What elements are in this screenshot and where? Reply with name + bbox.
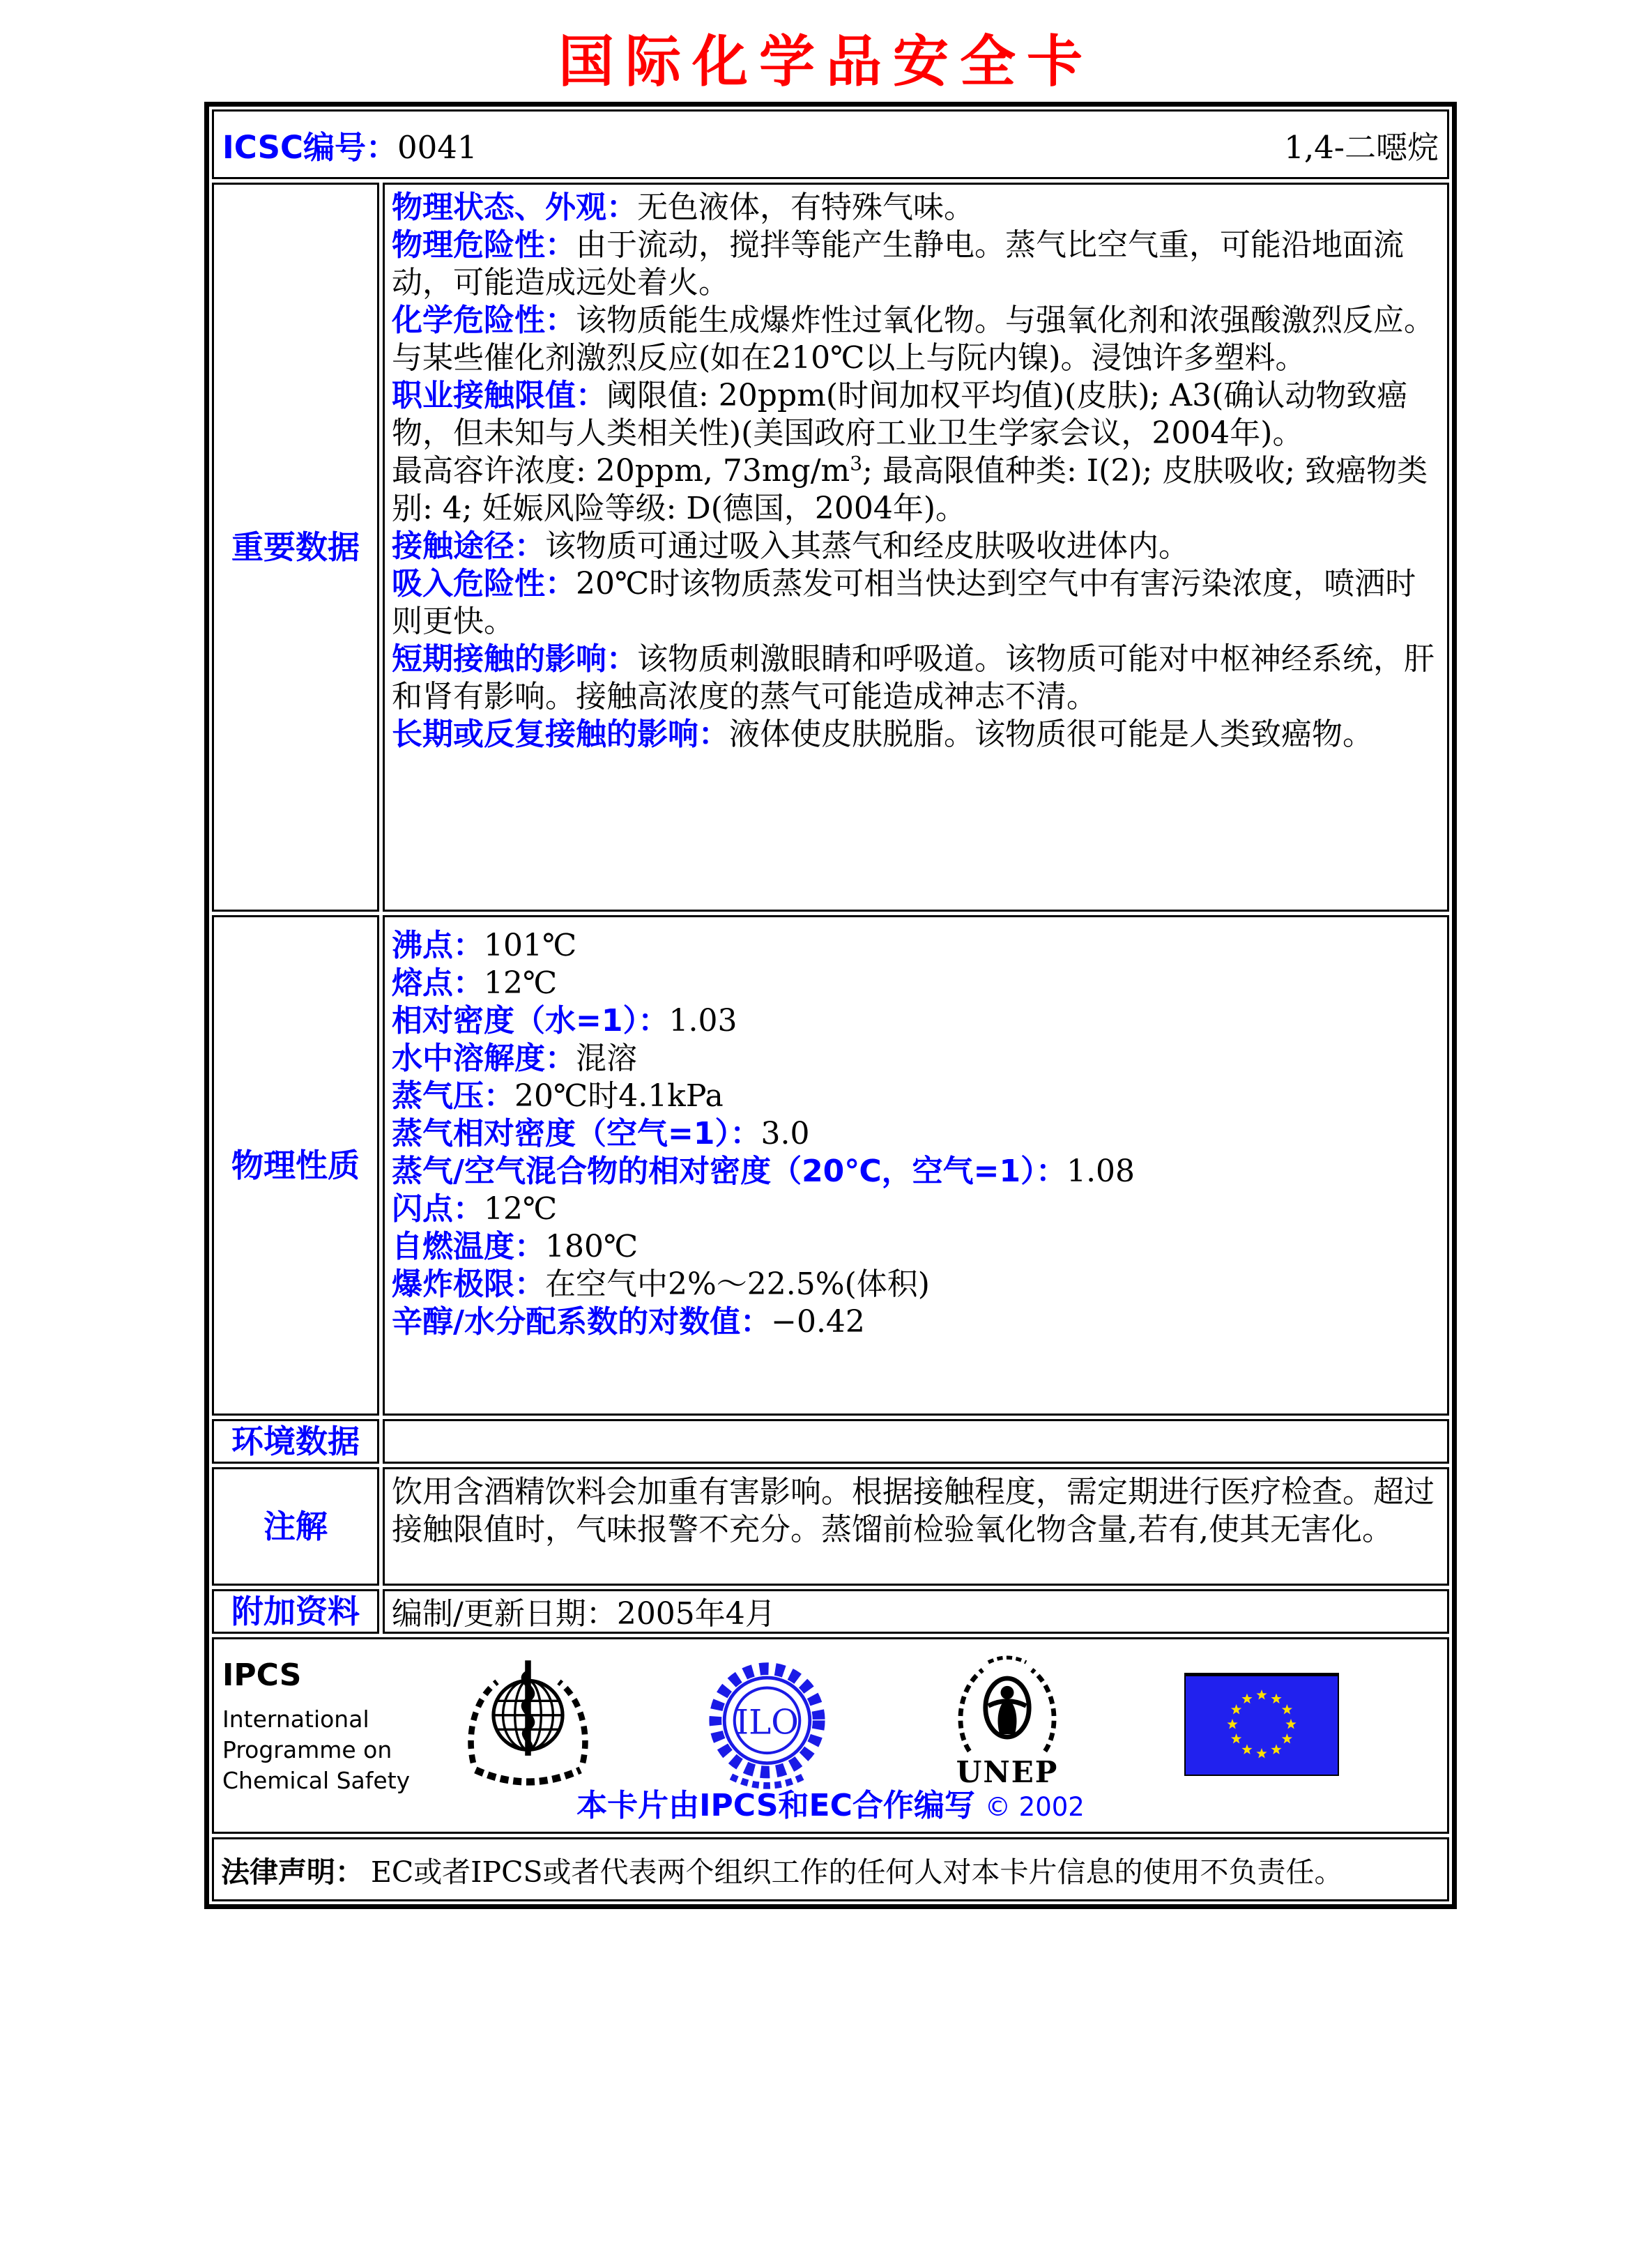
section-content-important-data — [383, 183, 1449, 912]
paragraph — [392, 1153, 1440, 1190]
field-text: 饮用含酒精饮料会加重有害影响。根据接触程度，需定期进行医疗检查。超过接触限值时，气味报警不充分。蒸馏前检验氧化物含量,若有,使其无害化。 — [392, 1474, 1435, 1547]
field-text: 3.0 — [760, 1116, 810, 1151]
section-content-environmental-data — [383, 1419, 1449, 1464]
ipcs-line-2: Programme on — [222, 1736, 392, 1763]
field-text: 该物质能生成爆炸性过氧化物。与强氧化剂和浓强酸激烈反应。与某些催化剂激烈反应(如在210℃以上与阮内镍)。浸蚀许多塑料。 — [392, 302, 1435, 376]
caption-text: 本卡片由IPCS和EC合作编写 — [576, 1788, 975, 1823]
field-text: 20℃时该物质蒸发可相当快达到空气中有害污染浓度，喷洒时则更快。 — [392, 566, 1416, 639]
icsc-card — [204, 102, 1457, 1909]
ipcs-line-1: International — [222, 1706, 369, 1733]
row-physical-properties — [212, 915, 1449, 1416]
row-legal — [212, 1837, 1449, 1901]
eu-flag-icon — [1184, 1673, 1339, 1776]
section-label-notes: 注解 — [212, 1467, 379, 1586]
field-text: 3 — [850, 452, 863, 475]
paragraph — [392, 1078, 1440, 1115]
page — [0, 31, 1652, 2252]
section-label-additional-info: 附加资料 — [212, 1589, 379, 1634]
field-label: 闪点： — [392, 1191, 484, 1227]
field-text: 1.03 — [668, 1003, 737, 1039]
paragraph — [392, 1190, 1440, 1228]
section-label-important-data: 重要数据 — [212, 183, 379, 912]
row-notes — [212, 1467, 1449, 1586]
paragraph — [392, 302, 1440, 377]
field-label: 化学危险性： — [392, 302, 576, 338]
caption-copyright: © 2002 — [984, 1792, 1085, 1822]
field-label: 沸点： — [392, 928, 484, 963]
field-label: 熔点： — [392, 965, 484, 1001]
field-label: 长期或反复接触的影响： — [392, 717, 729, 752]
paragraph — [392, 1595, 1440, 1633]
field-text: 最高容许浓度: 20ppm, 73mg/m — [392, 453, 850, 489]
unep-label: UNEP — [956, 1755, 1059, 1789]
paragraph — [392, 1266, 1440, 1303]
row-additional-info — [212, 1589, 1449, 1634]
field-text: 在空气中2%～22.5%(体积) — [545, 1266, 930, 1302]
section-label-environmental-data: 环境数据 — [212, 1419, 379, 1464]
ilo-label: ILO — [735, 1703, 799, 1742]
chemical-name: 1,4-二噁烷 — [1284, 128, 1439, 166]
paragraph — [392, 1115, 1440, 1153]
field-label: 职业接触限值： — [392, 378, 606, 413]
paragraph — [392, 452, 1440, 528]
paragraph — [392, 1228, 1440, 1266]
field-label: 爆炸极限： — [392, 1266, 545, 1302]
logos-cell — [212, 1637, 1449, 1834]
section-content-additional-info — [383, 1589, 1449, 1634]
row-logos — [212, 1637, 1449, 1834]
field-label: 蒸气压： — [392, 1078, 514, 1114]
paragraph — [392, 227, 1440, 302]
field-label: 物理危险性： — [392, 227, 576, 263]
field-text: −0.42 — [771, 1304, 865, 1340]
field-label: 辛醇/水分配系数的对数值： — [392, 1304, 772, 1340]
paragraph — [392, 1303, 1440, 1341]
field-text: 由于流动，搅拌等能产生静电。蒸气比空气重，可能沿地面流动，可能造成远处着火。 — [392, 227, 1404, 300]
field-text: 20℃时4.1kPa — [514, 1078, 724, 1114]
paragraph — [392, 641, 1440, 716]
field-text: 液体使皮肤脱脂。该物质很可能是人类致癌物。 — [729, 717, 1373, 752]
paragraph — [392, 1473, 1440, 1549]
unep-block — [938, 1649, 1077, 1789]
field-label: 自燃温度： — [392, 1229, 545, 1264]
ipcs-text-block — [222, 1657, 410, 1796]
legal-text: EC或者IPCS或者代表两个组织工作的任何人对本卡片信息的使用不负责任。 — [371, 1855, 1343, 1889]
paragraph — [392, 1040, 1440, 1078]
row-important-data — [212, 183, 1449, 912]
card-header-cell — [212, 109, 1449, 179]
section-content-notes — [383, 1467, 1449, 1586]
field-text: 混溶 — [576, 1041, 637, 1076]
field-text: 101℃ — [484, 928, 577, 963]
field-text: 阈限值: 20ppm(时间加权平均值)(皮肤); A3(确认动物致癌物，但未知与人类相关性)(美国政府工业卫生学家会议，2004年)。 — [392, 378, 1408, 451]
field-label: 蒸气/空气混合物的相对密度（20℃，空气=1）： — [392, 1154, 1067, 1189]
field-text: 编制/更新日期：2005年4月 — [392, 1596, 776, 1632]
paragraph — [392, 716, 1440, 753]
who-emblem-icon — [457, 1653, 599, 1796]
paragraph — [392, 927, 1440, 965]
legal-label: 法律声明： — [221, 1855, 364, 1889]
section-label-physical-properties: 物理性质 — [212, 915, 379, 1416]
field-text: 该物质刺激眼睛和呼吸道。该物质可能对中枢神经系统，肝和肾有影响。接触高浓度的蒸气可能造成神志不清。 — [392, 641, 1435, 714]
field-text: 12℃ — [484, 965, 558, 1001]
page-title: 国际化学品安全卡 — [558, 29, 1094, 94]
field-text: ; 最高限值种类: I(2); 皮肤吸收; 致癌物类别: 4; 妊娠风险等级: D(德国，2004年)。 — [392, 453, 1428, 526]
ilo-emblem-icon — [699, 1657, 835, 1797]
row-environmental-data — [212, 1419, 1449, 1464]
paragraph — [392, 565, 1440, 641]
paragraph — [392, 965, 1440, 1002]
header-row — [212, 109, 1449, 179]
field-label: 接触途径： — [392, 528, 545, 564]
card-caption — [214, 1780, 1447, 1825]
section-content-physical-properties — [383, 915, 1449, 1416]
ipcs-line-3: Chemical Safety — [222, 1767, 411, 1794]
field-label: 水中溶解度： — [392, 1041, 576, 1076]
field-label: 相对密度（水=1）： — [392, 1003, 669, 1039]
paragraph — [392, 1002, 1440, 1040]
icsc-number-group — [222, 122, 477, 167]
field-label: 蒸气相对密度（空气=1）： — [392, 1116, 761, 1151]
paragraph — [392, 528, 1440, 565]
paragraph — [392, 189, 1440, 227]
field-label: 物理状态、外观： — [392, 190, 637, 225]
field-text: 12℃ — [484, 1191, 558, 1227]
icsc-number-value: 0041 — [397, 128, 477, 166]
legal-cell — [212, 1837, 1449, 1901]
field-text: 1.08 — [1066, 1154, 1135, 1189]
field-label: 吸入危险性： — [392, 566, 576, 602]
icsc-number-label: ICSC编号： — [222, 128, 398, 166]
field-text: 无色液体，有特殊气味。 — [637, 190, 974, 225]
field-text: 180℃ — [545, 1229, 638, 1264]
field-text: 该物质可通过吸入其蒸气和经皮肤吸收进体内。 — [545, 528, 1189, 564]
unep-emblem-icon — [941, 1649, 1073, 1761]
paragraph — [392, 377, 1440, 452]
ipcs-acronym: IPCS — [222, 1657, 302, 1693]
field-label: 短期接触的影响： — [392, 641, 637, 677]
